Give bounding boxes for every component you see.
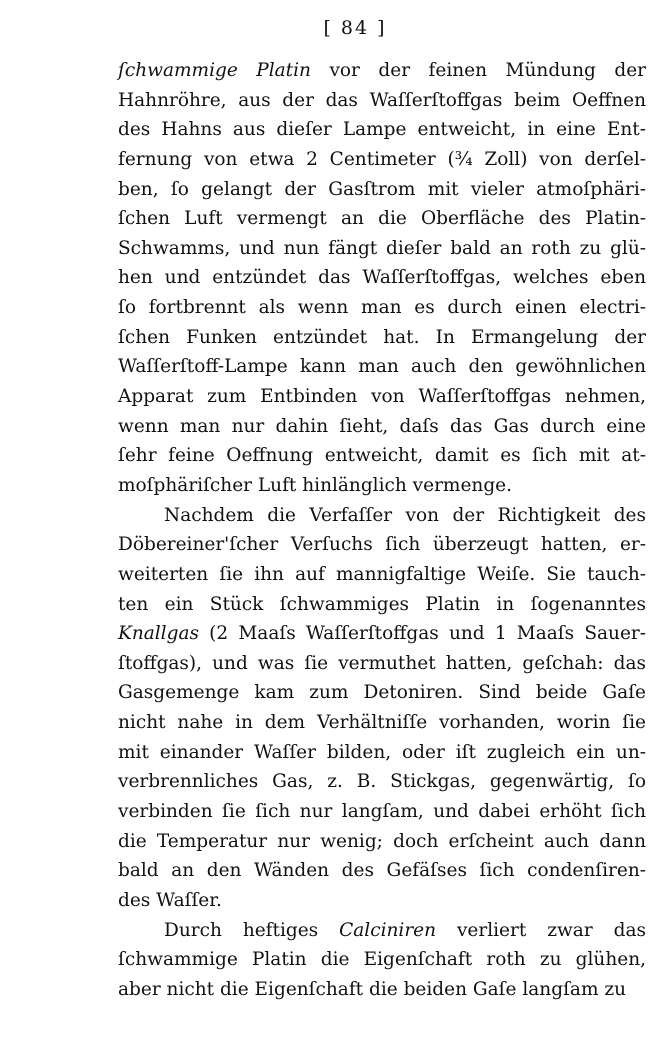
line-segment: ten ein Stück ſchwammiges Platin in ſogenanntes (118, 593, 646, 615)
text-line (118, 945, 646, 975)
text-line (118, 649, 646, 679)
text-line (118, 293, 646, 323)
page-number: [ 84 ] (323, 17, 387, 39)
line-segment: Schwamms, und nun fängt dieſer bald an roth zu glü- (118, 237, 646, 259)
line-segment: Hahnröhre, aus der das Waſſerſtoffgas beim Oeffnen (118, 89, 646, 111)
text-line (118, 975, 646, 1005)
italic-term: ſchwammige Platin (118, 60, 311, 81)
line-segment: vor der feinen Mündung der (310, 60, 646, 81)
text-line (118, 234, 646, 264)
line-segment: Waſſerſtoff-Lampe kann man auch den gewöhnlichen (118, 356, 646, 378)
text-line (118, 501, 646, 531)
text-line (118, 441, 646, 471)
line-segment: verbrennliches Gas, z. B. Stickgas, gegenwärtig, ſo (118, 771, 646, 793)
text-line (118, 767, 646, 797)
italic-term: Knallgas (118, 623, 199, 645)
line-segment: Apparat zum Entbinden von Waſſerſtoffgas nehmen, (118, 386, 646, 408)
line-segment: ſehr feine Oeffnung entweicht, damit es ſich mit at- (118, 445, 646, 467)
line-segment: des Waſſer. (118, 889, 222, 911)
text-line (118, 797, 646, 827)
line-segment: fernung von etwa 2 Centimeter (¾ Zoll) von derſel- (118, 148, 646, 170)
text-line (118, 619, 646, 649)
line-segment: Durch heftiges (164, 919, 340, 941)
text-line (118, 382, 646, 412)
line-segment: ſchen Funken entzündet hat. In Ermangelung der (118, 326, 646, 348)
body-text (118, 56, 646, 1005)
text-line (118, 708, 646, 738)
text-line (118, 323, 646, 353)
line-segment: verliert zwar das (436, 919, 646, 941)
line-segment: ben, ſo gelangt der Gasſtrom mit vieler atmoſphäri- (118, 178, 646, 200)
text-line (118, 856, 646, 886)
paragraph (118, 56, 646, 501)
line-segment: ſtoffgas), und was ſie vermuthet hatten, geſchah: das (118, 652, 646, 674)
line-segment: ſchwammige Platin die Eigenſchaft roth zu glühen, (118, 949, 646, 971)
line-segment: Döbereiner'ſcher Verſuchs ſich überzeugt hatten, er- (118, 534, 646, 556)
text-line (118, 263, 646, 293)
line-segment: Gasgemenge kam zum Detoniren. Sind beide Gaſe (118, 682, 646, 704)
line-segment: die Temperatur nur wenig; doch erſcheint auch dann (118, 830, 646, 852)
text-line (118, 412, 646, 442)
text-line (118, 145, 646, 175)
text-line (118, 560, 646, 590)
text-line (118, 590, 646, 620)
line-segment: mit einander Waſſer bilden, oder iſt zugleich ein un- (118, 741, 646, 763)
line-segment: ſo fortbrennt als wenn man es durch einen electri- (118, 297, 646, 319)
line-segment: des Hahns aus dieſer Lampe entweicht, in eine Ent- (118, 119, 646, 141)
text-line (118, 204, 646, 234)
line-segment: (2 Maaſs Waſſerſtoffgas und 1 Maaſs Sauer- (198, 623, 646, 645)
paragraph (118, 916, 646, 1005)
text-line (118, 738, 646, 768)
line-segment: hen und entzündet das Waſſerſtoffgas, welches eben (118, 267, 646, 289)
line-segment: bald an den Wänden des Gefäſses ſich condenſiren- (118, 860, 646, 882)
text-line (118, 530, 646, 560)
line-segment: verbinden ſie ſich nur langſam, und dabei erhöht ſich (118, 801, 646, 823)
text-line (118, 678, 646, 708)
text-line (118, 352, 646, 382)
text-line (118, 56, 646, 86)
text-line (118, 175, 646, 205)
text-line (118, 886, 646, 916)
line-segment: aber nicht die Eigenſchaft die beiden Gaſe langſam zu (118, 978, 627, 1000)
line-segment: weiterten ſie ihn auf mannigfaltige Weiſe. Sie tauch- (118, 563, 646, 585)
text-line (118, 86, 646, 116)
text-line (118, 471, 646, 501)
line-segment: Nachdem die Verfaſſer von der Richtigkeit des (164, 504, 646, 526)
line-segment: moſphäriſcher Luft hinlänglich vermenge. (118, 474, 512, 496)
text-line (118, 115, 646, 145)
text-line (118, 827, 646, 857)
text-line (118, 916, 646, 946)
paragraph (118, 501, 646, 916)
italic-term: Calciniren (339, 919, 437, 941)
line-segment: wenn man nur dahin ſieht, daſs das Gas durch eine (118, 415, 646, 437)
line-segment: ſchen Luft vermengt an die Oberfläche des Platin- (118, 208, 646, 230)
line-segment: nicht nahe in dem Verhältniſſe vorhanden, worin ſie (118, 712, 646, 734)
